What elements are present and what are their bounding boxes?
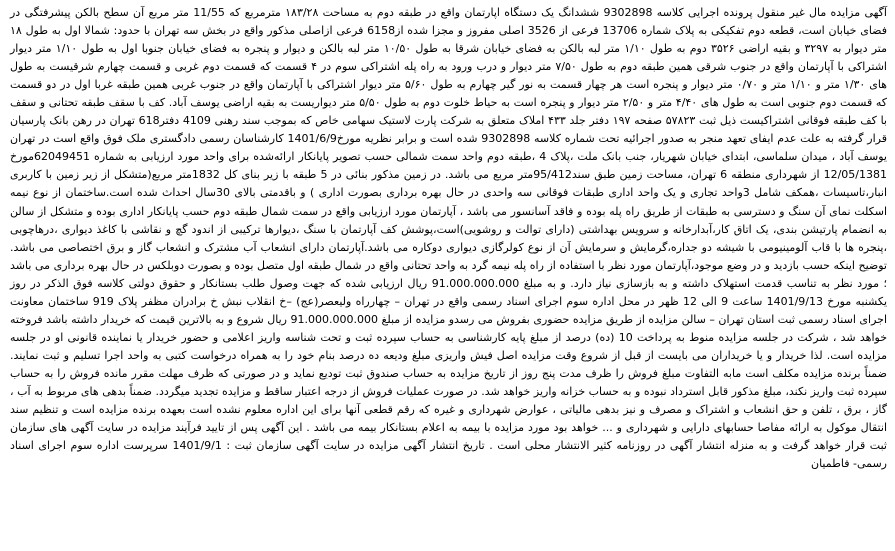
auction-notice-text: آگهی مزایده مال غیر منقول پرونده اجرایی کلاسه 9302898 ششدانگ یک دستگاه اپارتمان واقع در طبقه دوم به مساحت ۱۸۳/۲۸ مترمربع که 11/55 متر مربع آن سطح بالکن پیشرفتگی در فضای خیابان است، قطعه دوم تفکیکی به پلاک شماره 13706 فرعی از 3526 اصلی مفروز و مجزا شده از6158 فرعی ازاصلی مذکور واقع در بخش سه تهران با حدود: شمالا اول به طول ۱۸ متر دیوار به ۳۲۹۷ و بقیه اراضی ۳۵۲۶ دوم به طول ۱/۱۰ متر لبه بالکن به فضای خیابان شرقا به طول ۱۰/۵۰ متر لبه بالکن و دیوار و پنجره به فضای خیابان جنوبا اول به طول ۱/۱۰ متر دیوار اشتراکی با آپارتمان واقع در جنوب شرقی همین طبقه دوم به طول ۷/۵۰ متر دیوار و درب ورود به راه پله اشتراکی سوم در ۴ قسمت که قسمت دوم غربی و قسمت چهارم شرقیست به طول های ۱/۳۰ متر و ۱/۱۰ متر و ۰/۷۰ متر دیوار و پنجره است هر چهار قسمت به نور گیر چهارم به طول ۵/۶۰ متر دیوار اشتراکی با آپارتمان واقع در جنوب غربی همین طبقه غربا اول در دو قسمت که قسمت دوم جنوبی است به طول های ۴/۴۰ متر و ۲/۵۰ متر دیوار و پنجره است به حیاط خلوت دوم به طول ۵/۵۰ متر دیواریست به بقیه اراضی یوسف آباد. کف با سقف طبقه تحتانی و سقف با کف طبقه فوقانی اشتراکیست ذیل ثبت ۵۷۸۲۳ صفحه ۱۹۷ دفتر جلد ۴۳۳ املاک متعلق به شرکت پارت لاستیک سهامی خاص که بموجب سند رهنی 4109 دفتر618 تهران در رهن بانک پارسیان قرار گرفته به علت عدم ایفای تعهد منجر به صدور اجرائیه تحت شماره کلاسه 9302898 شده است و برابر نظریه مورخ1401/6/9 کارشناسان رسمی دادگستری ملک فوق واقع است در تهران یوسف آباد ، میدان سلماسی، ابتدای خیابان شهریار، جنب بانک ملت ،پلاک 4 ،طبقه دوم واحد سمت شمالی حسب تصویر پایانکار ارائه‌شده برای واحد مورد ارزیابی به شماره 62049451مورخ 12/05/1381 از شهرداری منطقه 6 تهران، مساحت زمین طبق سند95/412متر مربع می باشد. در زمین مذکور بنائی در 5 طبقه با زیر بنای کل 1832متر مربع(متشکل از زیر زمین با کاربری انبار،تاسیسات ،همکف شامل 3واحد تجاری و یک واحد اداری طبقات فوقانی سه واحدی در حال بهره برداری بصورت اداری ) و باقدمتی بالای 30سال احداث شده است.ساختمان از نوع نیمه اسکلت نمای آن سنگ و دسترسی به طبقات از طریق راه پله بوده و فاقد آسانسور می باشد ، آپارتمان مورد ارزیابی واقع در سمت شمال طبقه دوم حسب پایانکار اداری بوده و متشکل از سالن به انضمام پارتیشن بندی، یک اتاق کار،آبدارخانه و سرویس بهداشتی (دارای توالت و روشویی)است،پوشش کف آپارتمان با سنگ ،دیوارها ترکیبی از اندود گچ و نقاشی با کاغذ دیواری ،درهاچوبی ،پنجره ها با قاب آلومینیومی با شیشه دو جداره،گرمایش و سرمایش آن از نوع کولرگازی دیواری دوکاره می باشد.آپارتمان دارای انشعاب آب مشترک و انشعاب گاز و برق اختصاصی می باشد. توضیح اینکه حسب بازدید و در وضع موجود،آپارتمان مورد نظر با استفاده از راه پله نیمه گرد به واحد تحتانی واقع در شمال طبقه اول متصل بوده و بصورت دوبلکس در حال بهره برداری می باشد ؛ مورد نظر به تناسب قدمت استهلاک داشته و به بازسازی نیاز دارد. و به مبلغ 91.000.000.000 ریال ارزیابی شده که جهت وصول طلب بستانکار و حقوق دولتی کلاسه فوق الذکر در روز یکشنبه مورخ 1401/9/13 ساعت 9 الی 12 ظهر در محل اداره سوم اجرای اسناد رسمی واقع در تهران – چهارراه ولیعصر(عج) –خ انقلاب نبش خ برادران مظفر پلاک 919 ساختمان معاونت اجرای اسناد رسمی ثبت استان تهران – سالن مزایده از طریق مزایده حضوری بفروش می رسدو مزایده از مبلغ 91.000.000.000 ریال شروع و به بالاترین قیمت که خریدار داشته باشد فروخته خواهد شد ، شرکت در جلسه مزایده منوط به پرداخت 10 (ده) درصد از مبلغ پایه کارشناسی به حساب سپرده ثبت و تحت شناسه واریز اعلامی و حضور خریدار یا نماینده قانونی او در جلسه مزایده است. لذا خریدار و یا خریداران می بایست از قبل از شروع وقت مزایده اصل فیش واریزی مبلغ ودیعه ده درصد بنام خود را به همراه درخواست کتبی به واحد اجرا تسلیم و ثبت نمایند. ضمناً برنده مزایده مکلف است مابه التفاوت مبلغ فروش را ظرف مدت پنج روز از تاریخ مزایده به حساب صندوق ثبت تودیع نماید و در صورتی که ظرف مهلت مقرر مانده فروش را به حساب سپرده ثبت واریز نکند، مبلغ مذکور قابل استرداد نبوده و به حساب خزانه واریز خواهد شد. در صورت عملیات فروش از درجه اعتبار ساقط و مزایده تجدید میگردد. ضمناً بدهی های مربوط به آب ، گاز ، برق ، تلفن و حق انشعاب و اشتراک و مصرف و نیز بدهی مالیاتی ، عوارض شهرداری و غیره که رقم قطعی آنها برای این اداره معلوم نشده است بعهده برنده مزایده است و تنظیم سند انتقال موکول به ارائه مفاصا حسابهای دارایی و شهرداری و ... خواهد بود مورد مزایده با بیمه به اعلام بستانکار بیمه می باشد . این آگهی پس از تایید فرآیند مزایده در سایت آگهی های سازمان ثبت قرار خواهد گرفت و به منزله انتشار آگهی در روزنامه کثیر الانتشار محلی است . تاریخ انتشار آگهی مزایده در سایت آگهی سازمان ثبت : 1401/9/1 سرپرست اداره سوم اجرای اسناد رسمی- فاطمیان (10, 6, 888, 471)
